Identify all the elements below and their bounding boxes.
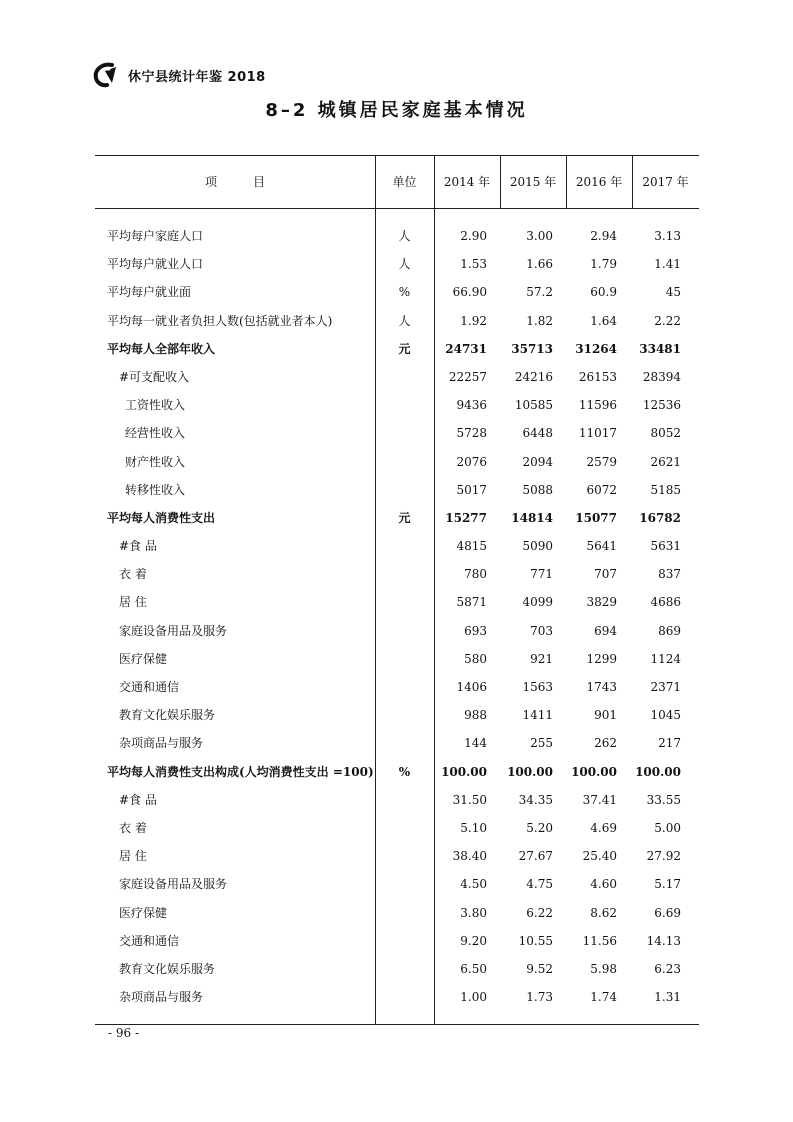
row-label: 教育文化娱乐服务 (119, 708, 216, 723)
table-row (95, 645, 699, 673)
row-value: 100.00 (571, 764, 617, 779)
book-title: 休宁县统计年鉴 2018 (128, 69, 266, 85)
table-row (95, 927, 699, 955)
row-value: 1045 (650, 708, 681, 723)
row-unit: 元 (398, 341, 411, 356)
row-value: 1563 (522, 680, 553, 694)
row-value: 57.2 (526, 285, 553, 300)
row-label: 平均每人全部年收入 (107, 341, 216, 356)
row-value: 988 (464, 708, 487, 723)
yearbook-logo-icon (92, 61, 122, 89)
row-value: 9.20 (460, 933, 487, 948)
row-label: 医疗保健 (119, 905, 168, 920)
row-value: 4815 (456, 539, 487, 554)
row-value: 1.92 (460, 313, 487, 328)
row-value: 771 (530, 567, 553, 582)
row-value: 3829 (586, 595, 617, 610)
page-header (92, 60, 266, 90)
row-label: #食 品 (119, 792, 157, 807)
row-value: 1124 (650, 651, 681, 666)
row-value: 60.9 (590, 285, 617, 300)
row-unit: % (398, 764, 411, 779)
row-value: 5088 (522, 482, 553, 497)
row-value: 693 (464, 623, 487, 638)
row-value: 580 (464, 651, 487, 666)
row-unit: % (398, 285, 411, 300)
row-value: 1.64 (590, 313, 617, 328)
row-value: 921 (530, 651, 553, 666)
row-unit: 元 (398, 510, 411, 525)
row-value: 100.00 (441, 764, 487, 779)
row-value: 1.00 (460, 990, 487, 1005)
row-value: 35713 (511, 341, 553, 356)
table-row (95, 870, 699, 898)
table-row (95, 476, 699, 504)
row-value: 14.13 (646, 933, 681, 948)
header-year: 2015 年 (509, 175, 557, 189)
row-value: 1411 (522, 708, 553, 723)
row-value: 100.00 (507, 764, 553, 779)
row-value: 34.35 (518, 792, 553, 807)
table-row (95, 899, 699, 927)
row-value: 5090 (522, 539, 553, 554)
row-value: 5.10 (460, 820, 487, 835)
table-bottom-rule (95, 1024, 699, 1025)
table-row (95, 786, 699, 814)
table-row (95, 335, 699, 363)
row-value: 8.62 (590, 905, 617, 920)
row-value: 16782 (639, 510, 681, 525)
row-value: 1.53 (460, 257, 487, 272)
row-value: 1.41 (654, 257, 681, 272)
table-row (95, 363, 699, 391)
row-label: 平均每户就业面 (107, 285, 192, 300)
row-label: 医疗保健 (119, 651, 168, 666)
row-label: 经营性收入 (125, 426, 186, 441)
row-value: 10.55 (518, 933, 553, 948)
table-row (95, 222, 699, 250)
row-value: 33.55 (646, 792, 681, 807)
row-label: 家庭设备用品及服务 (119, 623, 228, 638)
row-value: 15077 (575, 510, 617, 525)
table-row (95, 814, 699, 842)
table-row (95, 673, 699, 701)
table-row (95, 532, 699, 560)
row-value: 2579 (586, 454, 617, 469)
row-value: 27.67 (518, 849, 553, 864)
row-value: 9.52 (526, 961, 553, 976)
row-value: 4.69 (590, 820, 617, 835)
row-value: 5.98 (590, 961, 617, 976)
row-value: 37.41 (582, 792, 617, 807)
row-value: 5641 (586, 539, 617, 554)
row-value: 2.94 (590, 229, 617, 243)
row-value: 15277 (445, 510, 487, 525)
table-header-rule (95, 208, 699, 209)
row-value: 2076 (456, 454, 487, 469)
row-label: 杂项商品与服务 (119, 990, 204, 1005)
row-label: 财产性收入 (125, 454, 186, 469)
row-value: 1.66 (526, 257, 553, 272)
row-label: 平均每户家庭人口 (107, 229, 204, 243)
row-value: 10585 (514, 398, 553, 413)
row-value: 28394 (642, 369, 681, 384)
row-label: 交通和通信 (119, 933, 180, 948)
row-value: 24731 (445, 341, 487, 356)
row-label: 衣 着 (119, 820, 147, 835)
row-label: 工资性收入 (125, 398, 186, 413)
row-value: 11017 (578, 426, 617, 441)
row-unit: 人 (398, 229, 411, 243)
row-value: 2371 (650, 680, 681, 694)
table-row (95, 560, 699, 588)
row-value: 22257 (448, 369, 487, 384)
row-value: 707 (594, 567, 617, 582)
row-label: 转移性收入 (125, 482, 186, 497)
row-value: 837 (658, 567, 681, 582)
row-value: 4099 (522, 595, 553, 610)
row-value: 3.13 (654, 229, 681, 243)
table-row (95, 391, 699, 419)
row-label: 平均每户就业人口 (107, 257, 204, 272)
row-value: 780 (464, 567, 487, 582)
row-value: 5.00 (654, 820, 681, 835)
header-item: 项 目 (204, 175, 265, 189)
row-label: 居 住 (119, 849, 147, 864)
row-value: 2.90 (460, 229, 487, 243)
row-label: 教育文化娱乐服务 (119, 961, 216, 976)
row-value: 12536 (642, 398, 681, 413)
row-label: 家庭设备用品及服务 (119, 877, 228, 892)
row-value: 2.22 (654, 313, 681, 328)
row-value: 262 (594, 736, 617, 751)
header-year: 2017 年 (642, 175, 689, 189)
row-value: 45 (665, 285, 681, 300)
row-value: 31264 (575, 341, 617, 356)
row-value: 1.82 (526, 313, 553, 328)
table-row (95, 419, 699, 447)
row-value: 694 (594, 623, 617, 638)
table-title: 8–2 城镇居民家庭基本情况 (265, 100, 528, 121)
row-value: 2621 (650, 454, 681, 469)
row-value: 100.00 (635, 764, 681, 779)
row-value: 4686 (650, 595, 681, 610)
row-unit: 人 (398, 313, 411, 328)
row-value: 4.75 (526, 877, 553, 892)
row-value: 6.22 (526, 905, 553, 920)
row-label: 居 住 (119, 595, 147, 610)
table-row (95, 504, 699, 532)
row-value: 5728 (456, 426, 487, 441)
row-label: 衣 着 (119, 567, 147, 582)
row-value: 5185 (650, 482, 681, 497)
row-value: 1.31 (654, 990, 681, 1005)
row-value: 2094 (522, 454, 553, 469)
table-row (95, 588, 699, 616)
table-row (95, 250, 699, 278)
table-body (95, 222, 699, 1011)
row-value: 1.73 (526, 990, 553, 1005)
row-value: 5.17 (654, 877, 681, 892)
row-value: 9436 (456, 398, 487, 413)
row-value: 703 (530, 623, 553, 638)
row-value: 11596 (578, 398, 617, 413)
table-row (95, 983, 699, 1011)
row-value: 1406 (456, 680, 487, 694)
row-value: 217 (658, 736, 681, 751)
header-year: 2014 年 (443, 175, 491, 189)
row-value: 5871 (456, 595, 487, 610)
row-label: 平均每人消费性支出构成(人均消费性支出 =100) (107, 764, 374, 779)
row-value: 1743 (586, 680, 617, 694)
row-value: 6072 (586, 482, 617, 497)
row-value: 6.69 (654, 905, 681, 920)
row-value: 3.80 (460, 905, 487, 920)
row-value: 1.74 (590, 990, 617, 1005)
row-value: 869 (658, 623, 681, 638)
table-row (95, 955, 699, 983)
table-row (95, 307, 699, 335)
table-row (95, 701, 699, 729)
row-value: 8052 (650, 426, 681, 441)
row-value: 255 (530, 736, 553, 751)
row-label: 平均每人消费性支出 (107, 510, 216, 525)
row-value: 5017 (456, 482, 487, 497)
page-number: - 96 - (108, 1026, 140, 1040)
row-value: 66.90 (452, 285, 487, 300)
row-value: 5631 (650, 539, 681, 554)
row-label: 杂项商品与服务 (119, 736, 204, 751)
row-value: 144 (464, 736, 487, 751)
row-label: 平均每一就业者负担人数(包括就业者本人) (107, 313, 333, 328)
header-year: 2016 年 (575, 175, 623, 189)
row-value: 33481 (639, 341, 681, 356)
row-value: 11.56 (582, 933, 617, 948)
row-value: 38.40 (452, 849, 487, 864)
row-value: 4.50 (460, 877, 487, 892)
table-row (95, 278, 699, 306)
row-value: 25.40 (582, 849, 617, 864)
table-row (95, 617, 699, 645)
row-value: 901 (594, 708, 617, 723)
row-value: 26153 (578, 369, 617, 384)
row-label: #可支配收入 (119, 369, 190, 384)
row-value: 6.50 (460, 961, 487, 976)
table-row (95, 729, 699, 757)
row-value: 24216 (514, 369, 553, 384)
row-value: 6.23 (654, 961, 681, 976)
row-value: 4.60 (590, 877, 617, 892)
table-row (95, 842, 699, 870)
row-value: 1299 (586, 651, 617, 666)
row-label: 交通和通信 (119, 680, 180, 694)
row-value: 1.79 (590, 257, 617, 272)
row-value: 14814 (511, 510, 553, 525)
header-unit: 单位 (392, 175, 417, 189)
row-value: 5.20 (526, 820, 553, 835)
row-unit: 人 (398, 257, 411, 272)
table-row (95, 758, 699, 786)
row-value: 6448 (522, 426, 553, 441)
row-label: #食 品 (119, 539, 157, 554)
row-value: 3.00 (526, 229, 553, 243)
table-header (95, 156, 699, 208)
table-row (95, 448, 699, 476)
row-value: 27.92 (646, 849, 681, 864)
row-value: 31.50 (452, 792, 487, 807)
